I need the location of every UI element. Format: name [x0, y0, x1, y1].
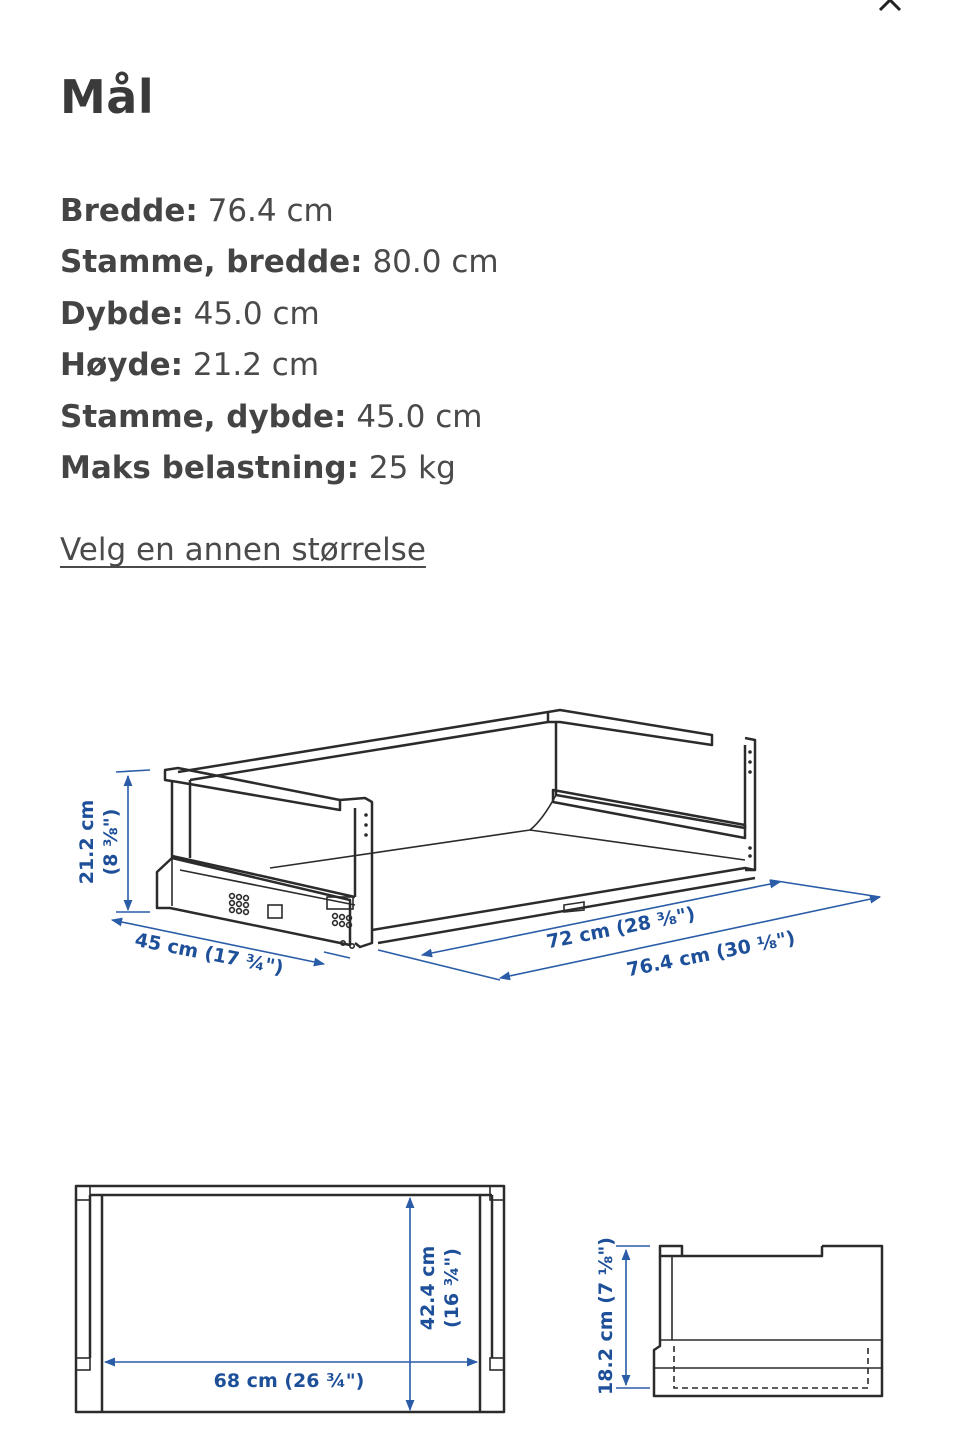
dimension-frame-depth: Stamme, dybde: 45.0 cm	[60, 398, 483, 435]
side-view-height-dimension	[616, 1246, 650, 1388]
iso-inner-width-label: 72 cm (28 ⅜")	[544, 902, 697, 954]
dimension-width: Bredde: 76.4 cm	[60, 193, 334, 229]
side-view-height-label: 18.2 cm (7 ⅛")	[595, 1237, 617, 1395]
top-view-depth-in-label: (16 ¾")	[441, 1248, 463, 1328]
page-title: Mål	[60, 70, 155, 124]
top-view-width-label: 68 cm (26 ¾")	[213, 1370, 365, 1392]
iso-height-in-label: (8 ⅜")	[100, 808, 122, 876]
dimension-max-load: Maks belastning: 25 kg	[60, 450, 456, 487]
side-view-drawing	[654, 1246, 882, 1396]
iso-depth-label: 45 cm (17 ¾")	[133, 928, 286, 980]
dimension-frame-width: Stamme, bredde: 80.0 cm	[60, 244, 499, 281]
choose-size-link[interactable]: Velg en annen størrelse	[60, 532, 426, 568]
dimension-depth: Dybde: 45.0 cm	[60, 295, 320, 332]
iso-height-cm-label: 21.2 cm	[76, 799, 98, 885]
dimension-height: Høyde: 21.2 cm	[60, 347, 320, 384]
top-view-depth-cm-label: 42.4 cm	[417, 1245, 439, 1331]
iso-outer-width-label: 76.4 cm (30 ⅛")	[624, 926, 797, 982]
